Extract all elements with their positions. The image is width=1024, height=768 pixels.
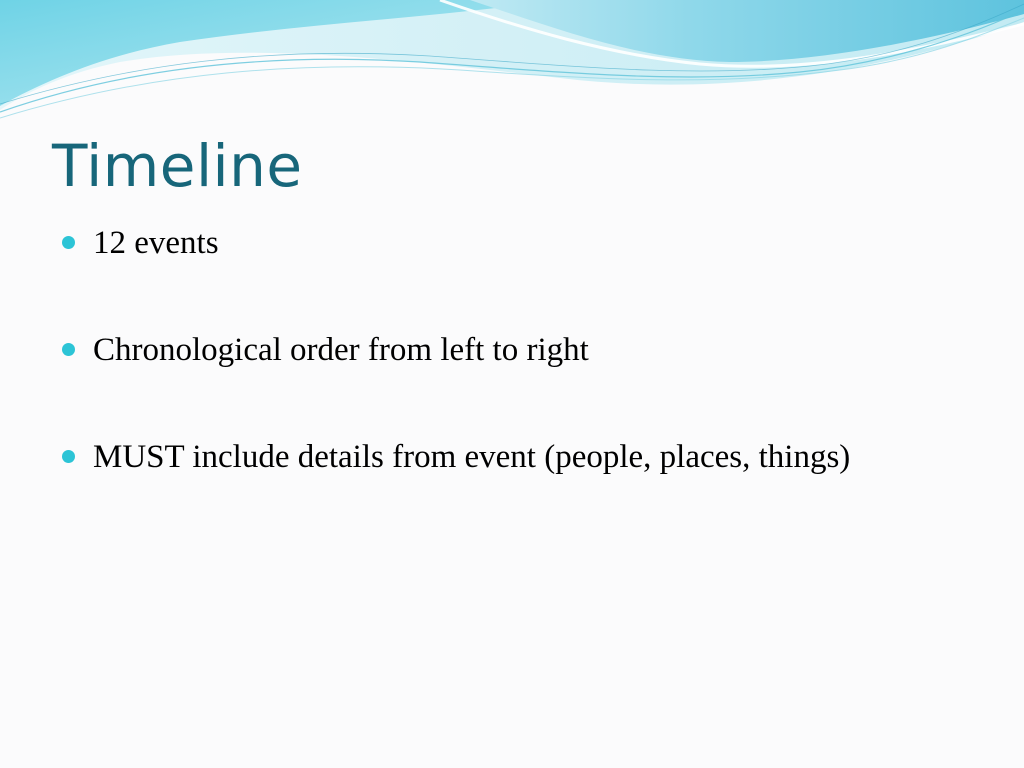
- bullet-item-details: [62, 436, 922, 478]
- slide-title: Timeline: [52, 132, 303, 200]
- bullet-text: MUST include details from event (people, places, things): [93, 439, 851, 475]
- bullet-dot-icon: [62, 236, 75, 249]
- bullet-item-events: [62, 222, 922, 264]
- bullet-item-chronological-order: [62, 329, 922, 371]
- bullet-text: 12 events: [93, 225, 219, 261]
- bullet-dot-icon: [62, 343, 75, 356]
- bullet-list: [62, 222, 922, 543]
- bullet-text: Chronological order from left to right: [93, 332, 589, 368]
- wave-header-decoration: [0, 0, 1024, 130]
- bullet-dot-icon: [62, 450, 75, 463]
